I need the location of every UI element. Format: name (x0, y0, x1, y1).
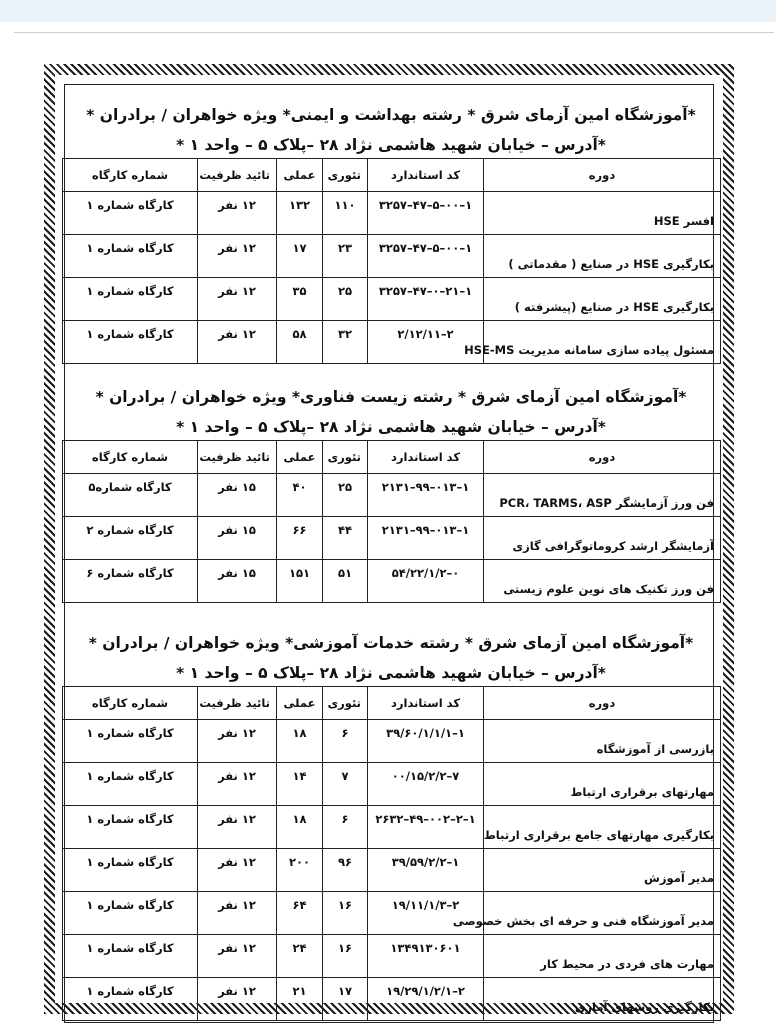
workshop-number: کارگاه شماره ۱ (63, 720, 198, 763)
table-row (63, 278, 721, 321)
standard-code: ۲–۱۹/۱۱/۱/۳ (368, 892, 484, 935)
table-row (63, 849, 721, 892)
course-name: بکارگیری روشهای آماری (484, 978, 721, 1021)
course-name: مهارتهای برقراری ارتباط (484, 763, 721, 806)
workshop-number: کارگاه شماره ۱ (63, 892, 198, 935)
standard-code: ۲–۲/۱۲/۱۱ (368, 321, 484, 364)
standard-code: ۱–۲۱–۰–۴۷–۳۲۵۷ (368, 278, 484, 321)
theory-hours: ۱۶ (323, 935, 368, 978)
header-workshop: شماره کارگاه (63, 441, 198, 474)
theory-hours: ۶ (323, 806, 368, 849)
table-row (63, 763, 721, 806)
section-education-services (62, 632, 720, 1021)
theory-hours: ۶ (323, 720, 368, 763)
theory-hours: ۱۱۰ (323, 192, 368, 235)
standard-code: ۱–۳۹/۶۰/۱/۱/۱ (368, 720, 484, 763)
header-theory: تئوری (323, 159, 368, 192)
table-row (63, 935, 721, 978)
practical-hours: ۴۰ (277, 474, 323, 517)
header-code: کد استاندارد (368, 441, 484, 474)
table-header-row (63, 441, 721, 474)
theory-hours: ۱۷ (323, 978, 368, 1021)
course-table (62, 158, 721, 364)
theory-hours: ۳۲ (323, 321, 368, 364)
theory-hours: ۲۵ (323, 278, 368, 321)
workshop-number: کارگاه شماره ۶ (63, 560, 198, 603)
standard-code: ۱–۰۱۳–۹۹–۲۱۳۱ (368, 517, 484, 560)
section-hse (62, 104, 720, 364)
section-title: *آموزشگاه امین آزمای شرق * رشته بهداشت و ایمنی* ویژه خواهران / برادران * (86, 106, 696, 124)
standard-code: ۲–۱۹/۲۹/۱/۲/۱ (368, 978, 484, 1021)
course-name: مسئول پیاده سازی سامانه مدیریت HSE-MS (484, 321, 721, 364)
workshop-number: کارگاه شماره ۱ (63, 806, 198, 849)
capacity: ۱۲ نفر (198, 892, 277, 935)
workshop-number: کارگاه شماره ۱ (63, 849, 198, 892)
practical-hours: ۱۸ (277, 720, 323, 763)
capacity: ۱۲ نفر (198, 321, 277, 364)
theory-hours: ۲۵ (323, 474, 368, 517)
table-row (63, 235, 721, 278)
table-row (63, 892, 721, 935)
header-practical: عملی (277, 441, 323, 474)
capacity: ۱۵ نفر (198, 474, 277, 517)
scan-top-band (0, 0, 776, 22)
table-row (63, 517, 721, 560)
workshop-number: کارگاه شماره ۱ (63, 763, 198, 806)
table-row (63, 474, 721, 517)
theory-hours: ۹۶ (323, 849, 368, 892)
capacity: ۱۲ نفر (198, 806, 277, 849)
table-header-row (63, 159, 721, 192)
workshop-number: کارگاه شماره۵ (63, 474, 198, 517)
course-table (62, 440, 721, 603)
practical-hours: ۱۳۲ (277, 192, 323, 235)
course-name: مهارت های فردی در محیط کار (484, 935, 721, 978)
header-practical: عملی (277, 159, 323, 192)
practical-hours: ۲۴ (277, 935, 323, 978)
standard-code: ۱۳۴۹۱۳۰۶۰۱ (368, 935, 484, 978)
header-course: دوره (484, 159, 721, 192)
capacity: ۱۲ نفر (198, 235, 277, 278)
practical-hours: ۱۵۱ (277, 560, 323, 603)
table-row (63, 560, 721, 603)
header-capacity: تائید ظرفیت (198, 687, 277, 720)
table-row (63, 321, 721, 364)
table-header-row (63, 687, 721, 720)
workshop-number: کارگاه شماره ۱ (63, 978, 198, 1021)
workshop-number: کارگاه شماره ۱ (63, 192, 198, 235)
theory-hours: ۴۴ (323, 517, 368, 560)
practical-hours: ۱۸ (277, 806, 323, 849)
course-table (62, 686, 721, 1021)
table-row (63, 978, 721, 1021)
header-course: دوره (484, 687, 721, 720)
practical-hours: ۵۸ (277, 321, 323, 364)
standard-code: ۱–۳۹/۵۹/۲/۲ (368, 849, 484, 892)
workshop-number: کارگاه شماره ۲ (63, 517, 198, 560)
header-course: دوره (484, 441, 721, 474)
header-theory: تئوری (323, 687, 368, 720)
section-title: *آموزشگاه امین آزمای شرق * رشته خدمات آموزشی* ویژه خواهران / برادران * (88, 634, 694, 652)
capacity: ۱۲ نفر (198, 763, 277, 806)
course-name: مدیر آموزشگاه فنی و حرفه ای بخش خصوصی (484, 892, 721, 935)
section-address: *آدرس – خیابان شهید هاشمی نژاد ۲۸ –پلاک ۵ – واحد ۱ * (176, 664, 606, 682)
practical-hours: ۲۰۰ (277, 849, 323, 892)
capacity: ۱۲ نفر (198, 192, 277, 235)
course-name: بازرسی از آموزشگاه (484, 720, 721, 763)
standard-code: ۱–۰۱۳–۹۹–۲۱۳۱ (368, 474, 484, 517)
practical-hours: ۱۴ (277, 763, 323, 806)
workshop-number: کارگاه شماره ۱ (63, 278, 198, 321)
practical-hours: ۱۷ (277, 235, 323, 278)
header-practical: عملی (277, 687, 323, 720)
course-name: افسر HSE (484, 192, 721, 235)
workshop-number: کارگاه شماره ۱ (63, 235, 198, 278)
capacity: ۱۲ نفر (198, 720, 277, 763)
course-name: بکارگیری HSE در صنایع (پیشرفته ) (484, 278, 721, 321)
capacity: ۱۵ نفر (198, 560, 277, 603)
header-capacity: تائید ظرفیت (198, 441, 277, 474)
theory-hours: ۵۱ (323, 560, 368, 603)
table-row (63, 192, 721, 235)
capacity: ۱۵ نفر (198, 517, 277, 560)
header-code: کد استاندارد (368, 687, 484, 720)
standard-code: ۷–۰۰/۱۵/۲/۲ (368, 763, 484, 806)
section-address: *آدرس – خیابان شهید هاشمی نژاد ۲۸ –پلاک ۵ – واحد ۱ * (176, 136, 606, 154)
course-name: مدیر آموزش (484, 849, 721, 892)
header-theory: تئوری (323, 441, 368, 474)
capacity: ۱۲ نفر (198, 278, 277, 321)
capacity: ۱۲ نفر (198, 935, 277, 978)
section-biotech (62, 386, 720, 603)
workshop-number: کارگاه شماره ۱ (63, 935, 198, 978)
standard-code: ۱–۰۰–۵–۴۷–۳۲۵۷ (368, 235, 484, 278)
course-name: آزمایشگر ارشد کروماتوگرافی گازی (484, 517, 721, 560)
standard-code: ۱–۲–۰۰۲–۴۹–۲۶۳۲ (368, 806, 484, 849)
practical-hours: ۶۶ (277, 517, 323, 560)
workshop-number: کارگاه شماره ۱ (63, 321, 198, 364)
header-capacity: تائید ظرفیت (198, 159, 277, 192)
practical-hours: ۶۴ (277, 892, 323, 935)
table-row (63, 806, 721, 849)
header-workshop: شماره کارگاه (63, 159, 198, 192)
section-title: *آموزشگاه امین آزمای شرق * رشته زیست فناوری* ویژه خواهران / برادران * (95, 388, 687, 406)
practical-hours: ۳۵ (277, 278, 323, 321)
practical-hours: ۲۱ (277, 978, 323, 1021)
capacity: ۱۲ نفر (198, 849, 277, 892)
theory-hours: ۷ (323, 763, 368, 806)
theory-hours: ۲۳ (323, 235, 368, 278)
section-address: *آدرس – خیابان شهید هاشمی نژاد ۲۸ –پلاک ۵ – واحد ۱ * (176, 418, 606, 436)
course-name: بکارگیری HSE در صنایع ( مقدماتی ) (484, 235, 721, 278)
capacity: ۱۲ نفر (198, 978, 277, 1021)
theory-hours: ۱۶ (323, 892, 368, 935)
course-name: فن ورز آزمایشگر PCR، TARMS، ASP (484, 474, 721, 517)
table-row (63, 720, 721, 763)
standard-code: ۰–۵۴/۲۲/۱/۲ (368, 560, 484, 603)
course-name: فن ورز تکنیک های نوین علوم زیستی (484, 560, 721, 603)
standard-code: ۱–۰۰–۵–۴۷–۳۲۵۷ (368, 192, 484, 235)
header-workshop: شماره کارگاه (63, 687, 198, 720)
scan-edge-line (14, 32, 774, 33)
header-code: کد استاندارد (368, 159, 484, 192)
course-name: بکارگیری مهارتهای جامع برقراری ارتباط (484, 806, 721, 849)
